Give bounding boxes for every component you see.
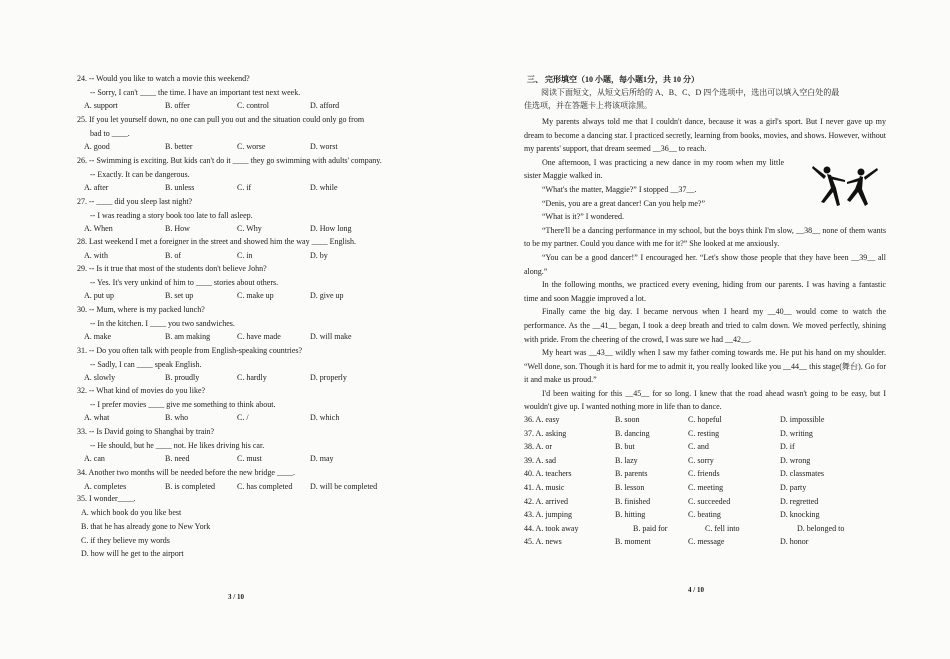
cloze-option: D. honor — [780, 537, 809, 547]
cloze-option: 44. A. took away — [524, 523, 579, 533]
answer-option: B. is completed — [165, 482, 215, 491]
cloze-option: D. belonged to — [797, 523, 845, 533]
cloze-passage — [524, 115, 886, 414]
question-stem: 28. Last weekend I met a foreigner in the street and showed him the way ____ English. — [77, 237, 357, 246]
cloze-option: 42. A. arrived — [524, 496, 568, 506]
page-number: 3 / 10 — [228, 593, 244, 601]
cloze-option: D. regretted — [780, 496, 819, 506]
answer-option: A. can — [84, 454, 105, 463]
answer-option: D. which — [310, 413, 340, 422]
question-stem: 34. Another two months will be needed before the new bridge ____. — [77, 468, 295, 477]
cloze-option: C. message — [688, 537, 725, 547]
question-line: -- I was reading a story book too late to fall asleep. — [90, 210, 253, 220]
answer-option: C. must — [237, 454, 262, 463]
answer-option: D. may — [310, 454, 334, 463]
cloze-option: C. fell into — [705, 523, 740, 533]
question-stem: 25. If you let yourself down, no one can pull you out and the situation could only go from — [77, 115, 365, 124]
answer-option: B. offer — [165, 101, 190, 110]
cloze-option: C. succeeded — [688, 496, 731, 506]
answer-option: C. Why — [237, 224, 262, 233]
cloze-option: D. impossible — [780, 415, 825, 424]
question-line: -- Sorry, I can't ____ the time. I have an important test next week. — [90, 87, 301, 97]
cloze-option: C. resting — [688, 428, 720, 438]
question-stem: 27. -- ____ did you sleep last night? — [77, 197, 193, 206]
question-stem: 35. I wonder____. — [77, 494, 136, 503]
page-number: 4 / 10 — [688, 586, 704, 594]
question-line: -- Yes. It's very unkind of him to ____ stories about others. — [90, 277, 279, 287]
passage-paragraph: “Denis, you are a great dancer! Can you help me?” — [542, 198, 706, 208]
answer-option: C. / — [237, 413, 249, 422]
passage-paragraph: In the following months, we practiced every evening, hiding from our parents. I was having a fantastic time and soon Maggie improved a lot. — [524, 280, 886, 303]
answer-option: D. How long — [310, 224, 352, 233]
answer-option: B. that he has already gone to New York — [81, 522, 211, 531]
cloze-option: B. parents — [615, 469, 648, 479]
answer-option: B. set up — [165, 291, 194, 300]
passage-paragraph: “What's the matter, Maggie?” I stopped __37__. — [542, 184, 697, 194]
cloze-option: B. paid for — [633, 523, 668, 533]
question-stem: 31. -- Do you often talk with people from English-speaking countries? — [77, 346, 303, 355]
cloze-option: B. finished — [615, 496, 651, 506]
cloze-option: 45. A. news — [524, 537, 562, 547]
answer-option: D. worst — [310, 142, 338, 151]
cloze-option: C. and — [688, 442, 709, 452]
answer-option: A. which book do you like best — [81, 508, 182, 517]
cloze-option: D. if — [780, 442, 795, 452]
cloze-option: 41. A. music — [524, 483, 565, 492]
answer-option: A. completes — [84, 482, 127, 491]
question-stem: 33. -- Is David going to Shanghai by train? — [77, 427, 215, 436]
answer-option: A. good — [84, 142, 110, 151]
answer-option: A. make — [84, 332, 112, 341]
cloze-option: D. wrong — [780, 455, 811, 465]
passage-paragraph: “There'll be a dancing performance in my school, but the boys think I'm slow, __38__ none of them wants to be my partner. Could you dance with me for it?” She looked at me anxiously. — [524, 225, 886, 249]
answer-option: B. unless — [165, 183, 195, 192]
answer-option: C. if — [237, 183, 252, 192]
question-line: bad to ____. — [90, 128, 130, 138]
instruction-line: 阅读下面短文，从短文后所给的 A、B、C、D 四个选项中，选出可以填入空白处的最 — [541, 88, 840, 97]
answer-option: B. need — [165, 454, 190, 463]
answer-option: C. hardly — [237, 373, 267, 382]
answer-option: C. has completed — [237, 482, 293, 491]
cloze-option: 43. A. jumping — [524, 510, 573, 520]
answer-option: B. better — [165, 142, 193, 151]
question-stem: 26. -- Swimming is exciting. But kids can't do it ____ they go swimming with adults' company. — [77, 156, 382, 165]
cloze-option: D. classmates — [780, 469, 824, 479]
cloze-option: D. writing — [780, 428, 813, 438]
answer-option: B. proudly — [165, 373, 200, 382]
cloze-option: B. hitting — [615, 510, 646, 520]
answer-option: D. properly — [310, 373, 347, 382]
passage-paragraph: “What is it?” I wondered. — [542, 212, 624, 222]
passage-paragraph: My heart was __43__ wildly when I saw my father coming towards me. He put his hand on my shoulder. “Well done, son. Though it is hard for me to admit it, you really looked like you __44__ this stage(舞台). Go for it and make us proud.” — [524, 348, 886, 385]
cloze-option: B. dancing — [615, 428, 650, 438]
cloze-option: C. friends — [688, 469, 720, 479]
cloze-option: B. lazy — [615, 455, 638, 465]
cloze-option: B. moment — [615, 537, 651, 547]
question-line: -- Exactly. It can be dangerous. — [90, 169, 190, 179]
instruction-line: 佳选项，并在答题卡上将该项涂黑。 — [524, 101, 652, 110]
answer-option: C. in — [237, 251, 253, 260]
question-stem: 24. -- Would you like to watch a movie this weekend? — [77, 74, 250, 83]
cloze-option: B. lesson — [615, 483, 645, 492]
cloze-option: B. soon — [615, 415, 640, 424]
answer-option: B. of — [165, 251, 181, 260]
answer-option: D. how will he get to the airport — [81, 549, 184, 558]
section-title: 三、 完形填空（10 小题，每小题1分，共 10 分） — [527, 75, 699, 84]
dancers-illustration — [811, 162, 881, 214]
cloze-option: B. but — [615, 442, 635, 452]
answer-option: A. put up — [84, 291, 114, 300]
passage-paragraph: “You can be a good dancer!” I encouraged her. “Let's show those people that they have been __39__ all along.” — [524, 252, 886, 276]
answer-option: B. How — [165, 224, 190, 233]
answer-option: D. will be completed — [310, 482, 378, 491]
cloze-option: C. sorry — [688, 455, 714, 465]
cloze-option: C. beating — [688, 510, 721, 520]
passage-paragraph: My parents always told me that I couldn't dance, because it was a girl's sport. But I never gave up my dream to become a dancing star. I practiced secretly, learning from books, movies, and shows. However, without my parents' support, that dream seemed __36__ to reach. — [524, 117, 886, 154]
cloze-option: D. party — [780, 483, 807, 492]
answer-option: C. if they believe my words — [81, 536, 170, 545]
right-page — [475, 0, 950, 659]
answer-option: D. will make — [310, 332, 352, 341]
answer-option: C. control — [237, 101, 269, 110]
answer-option: D. give up — [310, 291, 344, 300]
answer-option: B. who — [165, 413, 189, 422]
answer-option: A. slowly — [84, 373, 116, 382]
answer-option: A. what — [84, 413, 110, 422]
passage-paragraph: One afternoon, I was practicing a new dance in my room when my little sister Maggie walked in. — [524, 157, 784, 181]
cloze-option: 38. A. or — [524, 442, 552, 452]
answer-option: A. after — [84, 183, 109, 192]
cloze-option: C. meeting — [688, 483, 724, 492]
question-line: -- In the kitchen. I ____ you two sandwiches. — [90, 318, 235, 328]
answer-option: C. worse — [237, 142, 266, 151]
cloze-option: D. knocking — [780, 510, 820, 520]
answer-option: B. am making — [165, 332, 211, 341]
cloze-option: 40. A. teachers — [524, 469, 572, 479]
question-stem: 30. -- Mum, where is my packed lunch? — [77, 305, 205, 314]
answer-option: A. When — [84, 224, 113, 233]
cloze-option: 36. A. easy — [524, 415, 560, 424]
question-line: -- He should, but he ____ not. He likes driving his car. — [90, 440, 265, 450]
question-stem: 32. -- What kind of movies do you like? — [77, 386, 206, 395]
question-stem: 29. -- Is it true that most of the students don't believe John? — [77, 264, 267, 273]
answer-option: C. have made — [237, 332, 281, 341]
cloze-option: 39. A. sad — [524, 455, 556, 465]
answer-option: D. while — [310, 183, 338, 192]
question-line: -- I prefer movies ____ give me something to think about. — [90, 399, 276, 409]
question-line: -- Sadly, I can ____ speak English. — [90, 359, 202, 369]
answer-option: A. with — [84, 251, 108, 260]
cloze-option: C. hopeful — [688, 415, 722, 424]
cloze-option: 37. A. asking — [524, 428, 567, 438]
answer-option: D. by — [310, 251, 328, 260]
answer-option: A. support — [84, 101, 118, 110]
answer-option: C. make up — [237, 291, 274, 300]
answer-option: D. afford — [310, 101, 340, 110]
passage-paragraph: I'd been waiting for this __45__ for so long. I knew that the road ahead wasn't going to be easy, but I wouldn't give up. I wanted nothing more in life than to dance. — [524, 388, 886, 412]
passage-paragraph: Finally came the big day. I became nervous when I heard my __40__ would come to watch the performance. As the __41__ began, I took a deep breath and tried to calm down. We moved perfectly, shining with pride. From the cheering of the crowd, I was sure we had __42__. — [524, 307, 886, 344]
